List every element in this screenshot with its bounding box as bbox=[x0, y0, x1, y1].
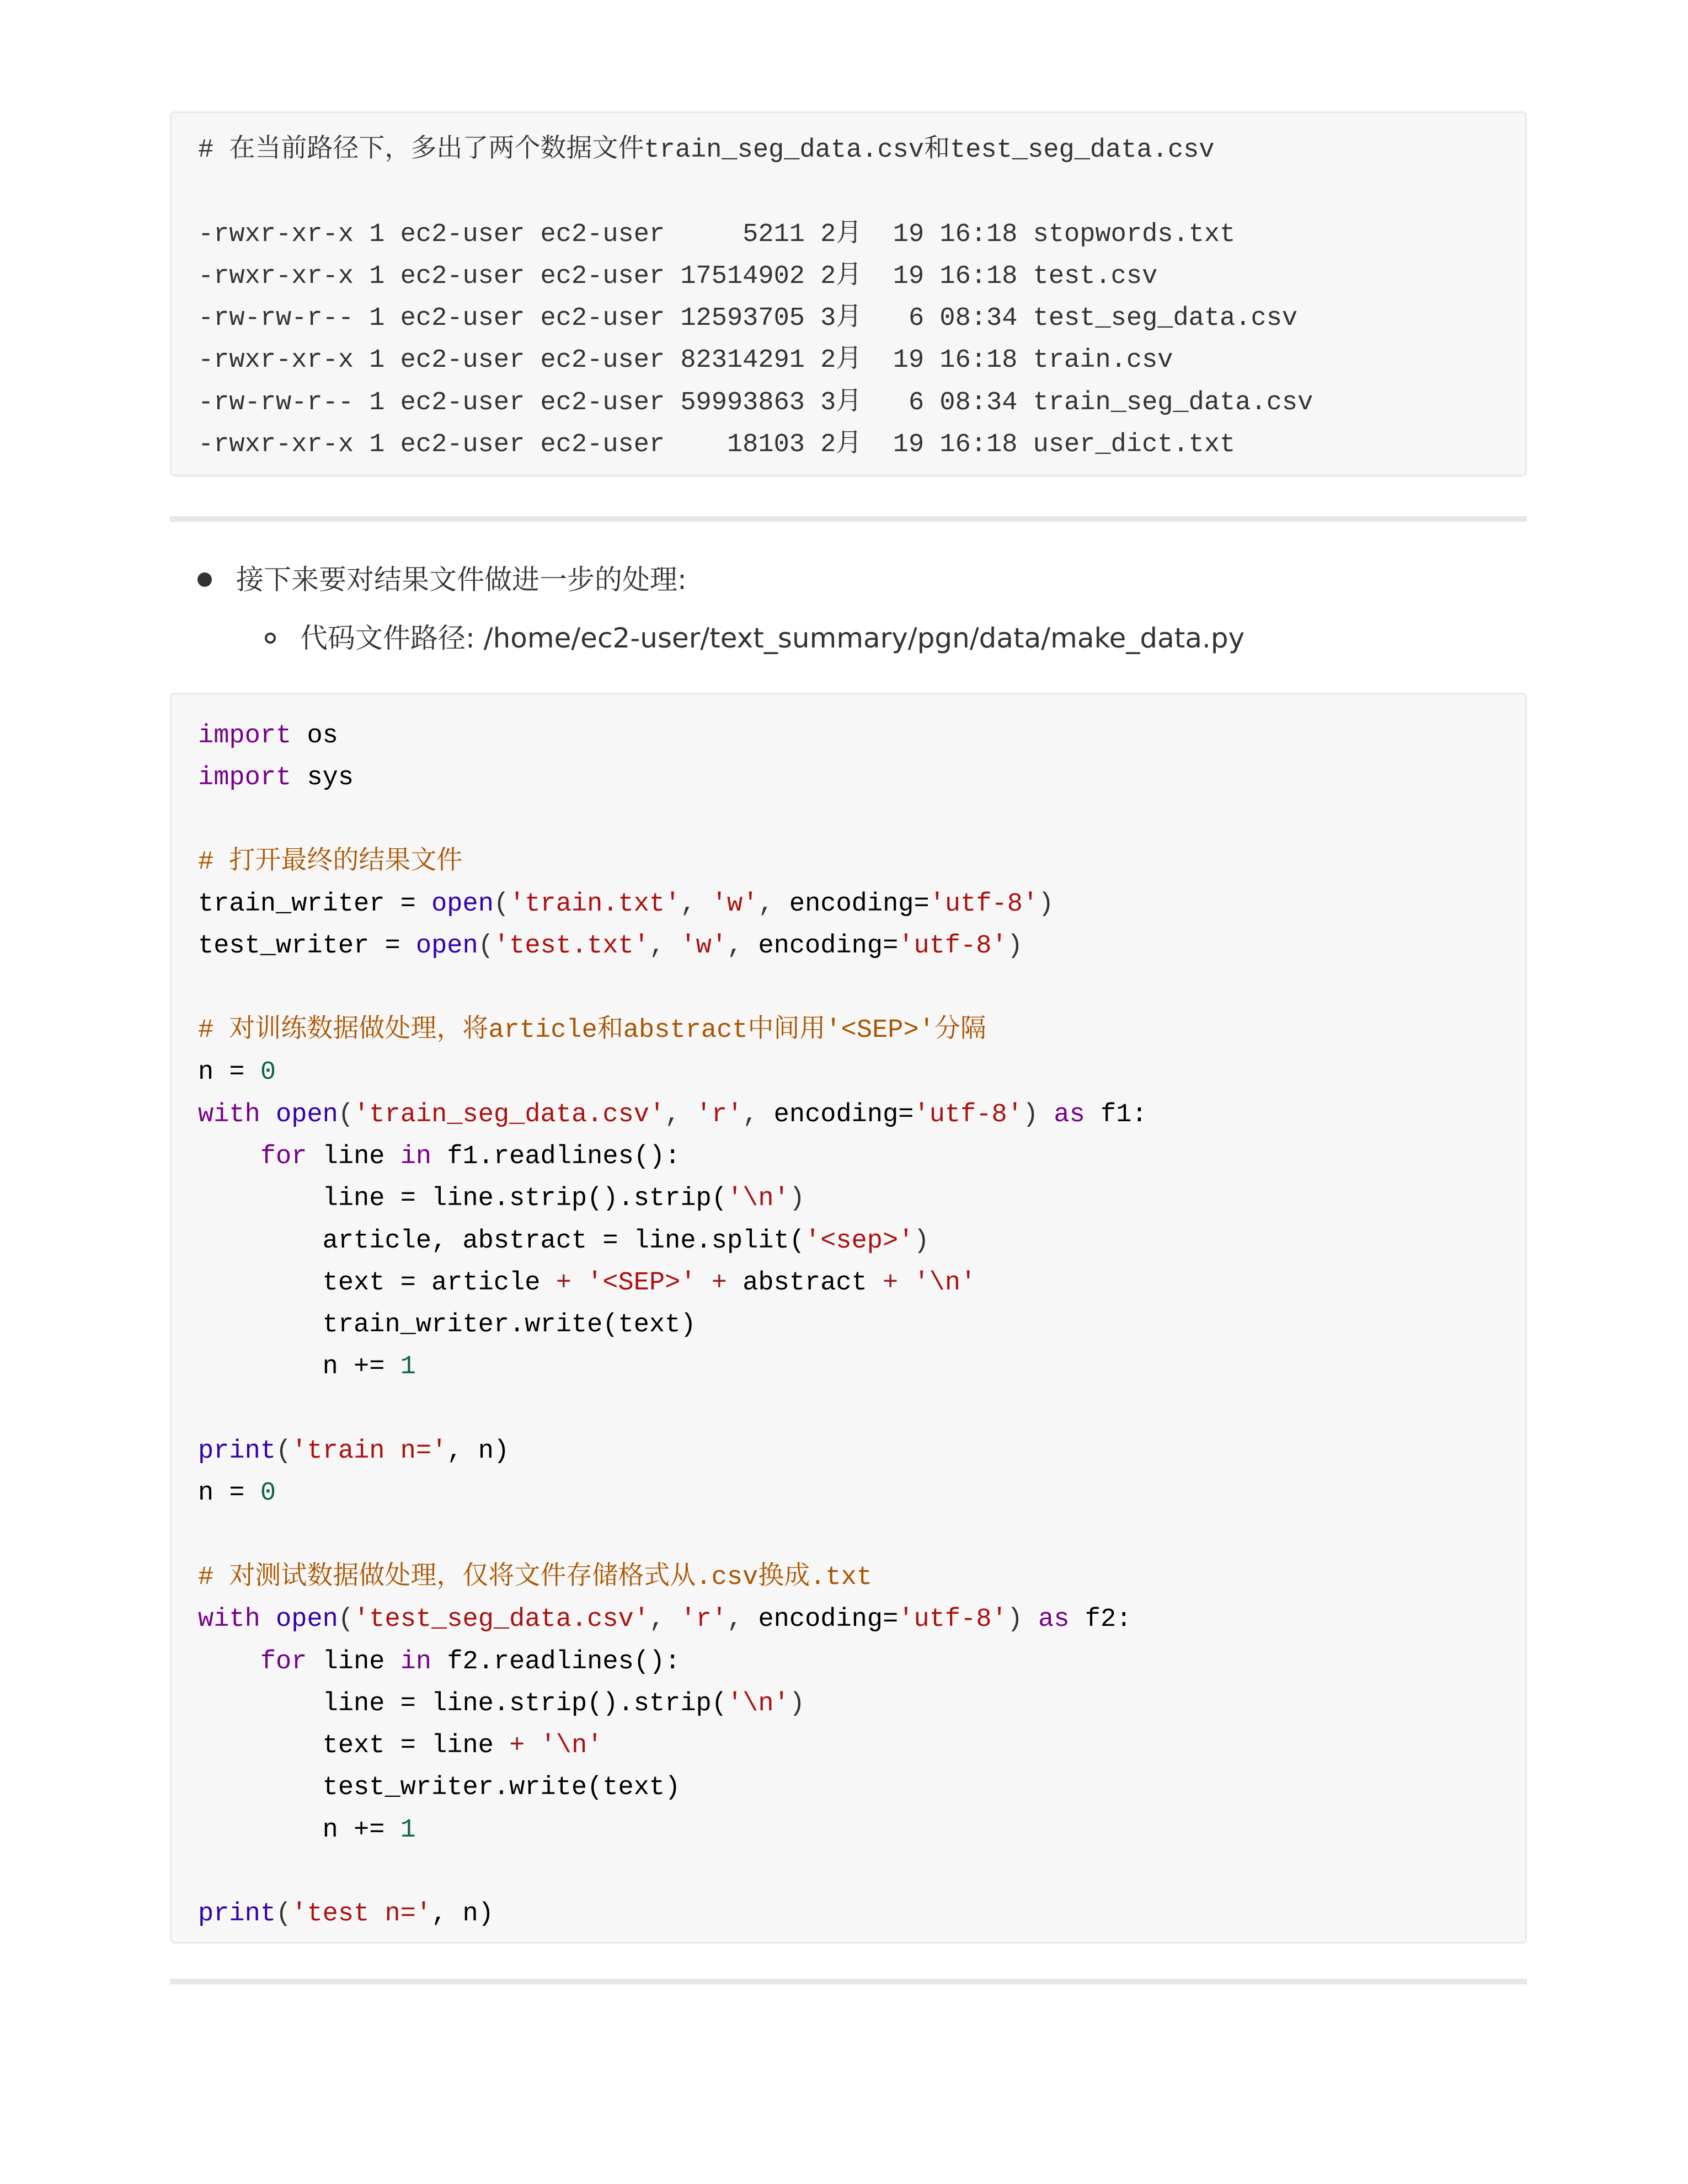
listing-row: -rw-rw-r-- 1 ec2-user ec2-user 59993863 3月 6 08:34 train_seg_data.csv bbox=[198, 388, 1313, 417]
code-line: n = 0 bbox=[198, 1058, 276, 1088]
python-code-block bbox=[170, 693, 1527, 1944]
code-line: article, abstract = line.split('<sep>') bbox=[322, 1226, 930, 1256]
code-line bbox=[198, 800, 1499, 842]
code-line bbox=[198, 968, 1499, 1010]
code-line: line = line.strip().strip('\n') bbox=[322, 1689, 805, 1719]
blank-line bbox=[198, 172, 1499, 213]
code-line: n = 0 bbox=[198, 1479, 276, 1508]
code-line: for line in f1.readlines(): bbox=[260, 1142, 681, 1171]
code-line: with open('train_seg_data.csv', 'r', encoding='utf-8') as f1: bbox=[198, 1100, 1147, 1130]
listing-comment: # 在当前路径下，多出了两个数据文件train_seg_data.csv和test_seg_data.csv bbox=[198, 136, 1215, 165]
code-comment: # 对训练数据做处理，将article和abstract中间用'<SEP>'分隔 bbox=[198, 1016, 986, 1046]
horizontal-divider bbox=[170, 1979, 1527, 1984]
filled-bullet-icon bbox=[197, 572, 212, 587]
code-line: train_writer = open('train.txt', 'w', encoding='utf-8') bbox=[198, 890, 1054, 919]
listing-row: -rwxr-xr-x 1 ec2-user ec2-user 5211 2月 19 16:18 stopwords.txt bbox=[198, 220, 1236, 249]
code-line: text = article + '<SEP>' + abstract + '\n' bbox=[322, 1268, 976, 1298]
code-line: n += 1 bbox=[322, 1815, 416, 1845]
code-line: train_writer.write(text) bbox=[322, 1310, 696, 1340]
code-line: text = line + '\n' bbox=[322, 1731, 603, 1761]
horizontal-divider bbox=[170, 516, 1527, 522]
hollow-bullet-icon bbox=[265, 633, 276, 644]
code-line bbox=[198, 1515, 1499, 1557]
nested-list-item bbox=[265, 608, 1244, 668]
code-line: print('train n=', n) bbox=[198, 1437, 510, 1466]
listing-row: -rw-rw-r-- 1 ec2-user ec2-user 12593705 3月 6 08:34 test_seg_data.csv bbox=[198, 304, 1298, 334]
code-comment: # 对测试数据做处理，仅将文件存储格式从.csv换成.txt bbox=[198, 1562, 873, 1592]
code-line: line = line.strip().strip('\n') bbox=[322, 1184, 805, 1214]
list-item-text: 接下来要对结果文件做进一步的处理: bbox=[236, 564, 687, 596]
listing-row: -rwxr-xr-x 1 ec2-user ec2-user 18103 2月 19 16:18 user_dict.txt bbox=[198, 430, 1236, 460]
list-item bbox=[197, 549, 687, 610]
directory-listing-block bbox=[170, 111, 1527, 477]
code-line: with open('test_seg_data.csv', 'r', encoding='utf-8') as f2: bbox=[198, 1605, 1132, 1635]
code-line: test_writer = open('test.txt', 'w', encoding='utf-8') bbox=[198, 932, 1023, 961]
code-line: import sys bbox=[198, 763, 354, 793]
code-line: n += 1 bbox=[322, 1352, 416, 1382]
code-line: for line in f2.readlines(): bbox=[260, 1647, 681, 1677]
listing-row: -rwxr-xr-x 1 ec2-user ec2-user 17514902 2月 19 16:18 test.csv bbox=[198, 261, 1158, 291]
code-line: test_writer.write(text) bbox=[322, 1773, 681, 1803]
code-comment: # 打开最终的结果文件 bbox=[198, 847, 463, 877]
file-path-text: 代码文件路径: /home/ec2-user/text_summary/pgn/data/make_data.py bbox=[300, 622, 1245, 654]
code-line bbox=[198, 1851, 1499, 1893]
code-line: print('test n=', n) bbox=[198, 1899, 494, 1929]
code-line bbox=[198, 1389, 1499, 1431]
code-line: import os bbox=[198, 721, 338, 751]
listing-row: -rwxr-xr-x 1 ec2-user ec2-user 82314291 2月 19 16:18 train.csv bbox=[198, 346, 1173, 376]
